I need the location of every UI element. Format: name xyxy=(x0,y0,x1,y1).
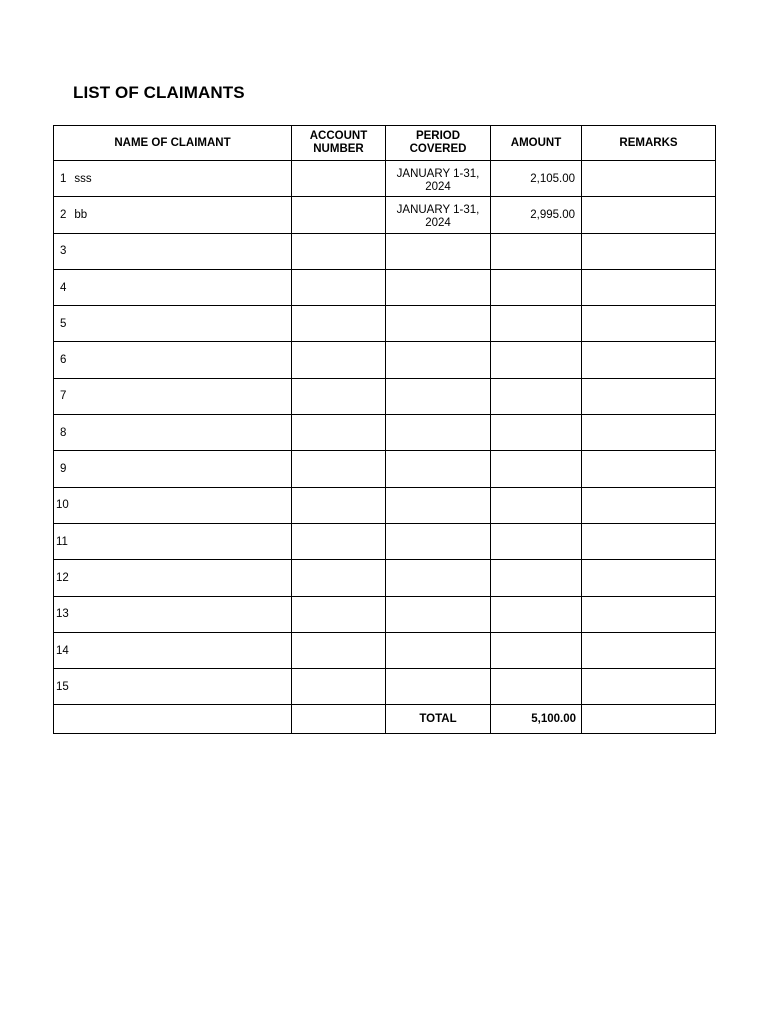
claimant-name-cell xyxy=(54,233,292,269)
period-covered xyxy=(386,249,490,253)
row-number: 3 xyxy=(60,245,67,258)
amount-cell xyxy=(491,632,582,668)
period-covered-cell xyxy=(386,378,491,414)
amount-cell xyxy=(491,487,582,523)
table-body xyxy=(54,161,716,705)
claimant-name-cell xyxy=(54,415,292,451)
table-row xyxy=(54,523,716,559)
table-row xyxy=(54,596,716,632)
amount-cell xyxy=(491,560,582,596)
account-number-cell xyxy=(292,560,386,596)
period-covered-cell xyxy=(386,632,491,668)
row-number: 10 xyxy=(56,499,69,512)
period-covered xyxy=(386,467,490,471)
period-covered-cell xyxy=(386,451,491,487)
account-number-cell xyxy=(292,342,386,378)
header-period-covered: PERIOD COVERED xyxy=(386,126,491,161)
table-row xyxy=(54,378,716,414)
table-row xyxy=(54,415,716,451)
remarks-cell xyxy=(582,669,716,705)
table-row xyxy=(54,669,716,705)
amount-cell xyxy=(491,306,582,342)
account-number-cell xyxy=(292,451,386,487)
table-row xyxy=(54,342,716,378)
period-covered-cell xyxy=(386,306,491,342)
account-number-cell xyxy=(292,415,386,451)
claimant-name-cell xyxy=(54,342,292,378)
total-amount: 5,100.00 xyxy=(491,705,582,734)
period-covered xyxy=(386,685,490,689)
table-row xyxy=(54,269,716,305)
period-covered xyxy=(386,322,490,326)
row-number: 4 xyxy=(60,281,67,294)
table-row xyxy=(54,161,716,197)
period-covered-cell xyxy=(386,342,491,378)
claimant-name: sss xyxy=(74,172,92,185)
period-covered xyxy=(386,649,490,653)
account-number-cell xyxy=(292,233,386,269)
account-number-cell xyxy=(292,306,386,342)
claimants-table xyxy=(53,125,716,734)
period-covered xyxy=(386,286,490,290)
claimant-name-cell xyxy=(54,197,292,233)
period-covered xyxy=(386,612,490,616)
period-covered xyxy=(386,394,490,398)
account-number-cell xyxy=(292,161,386,197)
remarks-cell xyxy=(582,197,716,233)
amount-cell xyxy=(491,451,582,487)
table-row xyxy=(54,233,716,269)
row-number: 9 xyxy=(60,463,67,476)
account-number-cell xyxy=(292,197,386,233)
remarks-cell xyxy=(582,342,716,378)
period-covered-cell xyxy=(386,560,491,596)
claimant-name-cell xyxy=(54,632,292,668)
period-covered: JANUARY 1-31, 2024 xyxy=(396,167,480,193)
total-blank-remarks xyxy=(582,705,716,734)
account-number-cell xyxy=(292,669,386,705)
row-number: 8 xyxy=(60,426,67,439)
account-number-cell xyxy=(292,378,386,414)
amount-cell xyxy=(491,269,582,305)
amount-cell: 2,995.00 xyxy=(491,197,582,233)
account-number-cell xyxy=(292,523,386,559)
account-number-cell xyxy=(292,269,386,305)
remarks-cell xyxy=(582,523,716,559)
period-covered xyxy=(386,358,490,362)
remarks-cell xyxy=(582,306,716,342)
period-covered xyxy=(386,503,490,507)
table-row xyxy=(54,306,716,342)
remarks-cell xyxy=(582,161,716,197)
row-number: 1 xyxy=(60,172,67,185)
claimant-name-cell xyxy=(54,523,292,559)
claimant-name-cell xyxy=(54,669,292,705)
account-number-cell xyxy=(292,487,386,523)
amount-cell xyxy=(491,378,582,414)
remarks-cell xyxy=(582,451,716,487)
period-covered xyxy=(386,576,490,580)
claimant-name-cell xyxy=(54,596,292,632)
period-covered-cell xyxy=(386,596,491,632)
row-number: 11 xyxy=(56,535,68,548)
period-covered-cell xyxy=(386,233,491,269)
table-row xyxy=(54,632,716,668)
row-number: 14 xyxy=(56,644,69,657)
amount-cell: 2,105.00 xyxy=(491,161,582,197)
header-amount: AMOUNT xyxy=(491,126,582,161)
period-covered: JANUARY 1-31, 2024 xyxy=(396,203,480,229)
claimant-name: bb xyxy=(74,208,88,221)
period-covered-cell xyxy=(386,197,491,233)
period-covered-cell xyxy=(386,415,491,451)
period-covered-cell xyxy=(386,269,491,305)
amount-cell xyxy=(491,523,582,559)
table-row xyxy=(54,197,716,233)
claimant-name-cell xyxy=(54,269,292,305)
table-row xyxy=(54,560,716,596)
claimant-name-cell xyxy=(54,487,292,523)
claimant-name-cell xyxy=(54,161,292,197)
period-covered-cell xyxy=(386,487,491,523)
row-number: 12 xyxy=(56,571,69,584)
total-label: TOTAL xyxy=(386,705,491,734)
amount-cell xyxy=(491,233,582,269)
remarks-cell xyxy=(582,596,716,632)
claimant-name-cell xyxy=(54,378,292,414)
claimant-name-cell xyxy=(54,306,292,342)
remarks-cell xyxy=(582,233,716,269)
total-blank-name xyxy=(54,705,292,734)
account-number-cell xyxy=(292,596,386,632)
table-row xyxy=(54,487,716,523)
period-covered-cell xyxy=(386,161,491,197)
row-number: 5 xyxy=(60,317,67,330)
header-remarks: REMARKS xyxy=(582,126,716,161)
amount-cell xyxy=(491,415,582,451)
period-covered-cell xyxy=(386,523,491,559)
row-number: 7 xyxy=(60,390,67,403)
table-row xyxy=(54,451,716,487)
remarks-cell xyxy=(582,560,716,596)
period-covered xyxy=(386,540,490,544)
amount-cell xyxy=(491,596,582,632)
claimant-name-cell xyxy=(54,451,292,487)
remarks-cell xyxy=(582,632,716,668)
amount-cell xyxy=(491,342,582,378)
period-covered xyxy=(386,431,490,435)
account-number-cell xyxy=(292,632,386,668)
row-number: 2 xyxy=(60,208,67,221)
page-title: LIST OF CLAIMANTS xyxy=(73,83,245,102)
period-covered-cell xyxy=(386,669,491,705)
header-name-of-claimant: NAME OF CLAIMANT xyxy=(54,126,292,161)
row-number: 15 xyxy=(56,680,69,693)
remarks-cell xyxy=(582,487,716,523)
row-number: 13 xyxy=(56,608,69,621)
claimant-name-cell xyxy=(54,560,292,596)
header-account-number: ACCOUNT NUMBER xyxy=(292,126,386,161)
remarks-cell xyxy=(582,378,716,414)
total-blank-account xyxy=(292,705,386,734)
amount-cell xyxy=(491,669,582,705)
header-row xyxy=(54,126,716,161)
total-row xyxy=(54,705,716,734)
remarks-cell xyxy=(582,269,716,305)
row-number: 6 xyxy=(60,354,67,367)
remarks-cell xyxy=(582,415,716,451)
